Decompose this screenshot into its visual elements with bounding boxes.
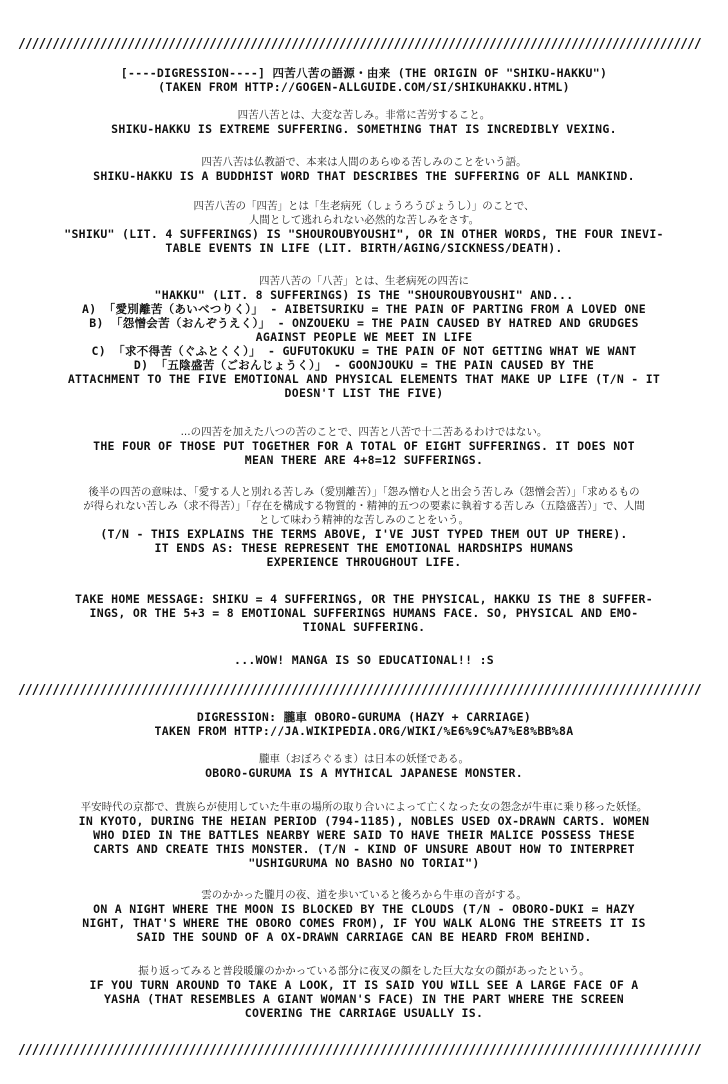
en-line: IF YOU TURN AROUND TO TAKE A LOOK, IT IS SAID YOU WILL SEE A LARGE FACE OF A xyxy=(89,978,639,992)
item-b-cont: AGAINST PEOPLE WE MEET IN LIFE xyxy=(255,330,473,344)
section1-header xyxy=(20,66,708,94)
section1-paragraph-6 xyxy=(20,485,708,569)
section1-paragraph-1 xyxy=(20,108,708,136)
item-d: D) 「五陰盛苦（ごおんじょうく）」 - GOONJOUKU = THE PAIN CAUSED BY THE xyxy=(133,358,595,372)
jp-text: 四苦八苦とは、大変な苦しみ。非常に苦労すること。 xyxy=(237,109,491,121)
jp-line: 四苦八苦の「四苦」とは「生老病死（しょうろうびょうし）」のことで、 xyxy=(193,200,535,212)
en-line: THE FOUR OF THOSE PUT TOGETHER FOR A TOTAL OF EIGHT SUFFERINGS. IT DOES NOT xyxy=(93,439,635,453)
en-line: ON A NIGHT WHERE THE MOON IS BLOCKED BY THE CLOUDS (T/N - OBORO-DUKI = HAZY xyxy=(93,902,635,916)
divider-middle: //////////////////////////////////////////////////////////////////////////////////////////////////// xyxy=(18,684,701,698)
item-a: A) 「愛別離苦（あいべつりく）」 - AIBETSURIKU = THE PAIN OF PARTING FROM A LOVED ONE xyxy=(82,302,646,316)
jp-text: ...の四苦を加えた八つの苦のことで、四苦と八苦で十二苦あるわけではない。 xyxy=(180,426,548,438)
en-line: CARTS AND CREATE THIS MONSTER. (T/N - KIND OF UNSURE ABOUT HOW TO INTERPRET xyxy=(93,842,635,856)
item-c: C) 「求不得苦（ぐふとくく）」 - GUFUTOKUKU = THE PAIN OF NOT GETTING WHAT WE WANT xyxy=(91,344,637,358)
section1-closing xyxy=(20,653,708,667)
en-line: COVERING THE CARRIAGE USUALLY IS. xyxy=(244,1006,484,1020)
section2-header xyxy=(20,710,708,738)
en-line: EXPERIENCE THROUGHOUT LIFE. xyxy=(266,555,462,569)
en-line: "HAKKU" (LIT. 8 SUFFERINGS) IS THE "SHOUROUBYOUSHI" AND... xyxy=(154,288,574,302)
en-line: WHO DIED IN THE BATTLES NEARBY WERE SAID TO HAVE THEIR MALICE POSSESS THESE xyxy=(93,828,635,842)
jp-line: が得られない苦しみ（求不得苦）」「存在を構成する物質的・精神的五つの要素に執着する苦しみ（五陰盛苦）」で、人間 xyxy=(83,500,645,512)
jp-line: 後半の四苦の意味は、「愛する人と別れる苦しみ（愛別離苦）」「怨み憎む人と出会う苦しみ（怨憎会苦）」「求めるもの xyxy=(88,486,640,498)
section1-paragraph-3 xyxy=(20,199,708,255)
section2-paragraph-3 xyxy=(20,888,708,944)
jp-text: 四苦八苦は仏教語で、本来は人間のあらゆる苦しみのことをいう語。 xyxy=(201,156,527,168)
en-line: SAID THE SOUND OF A OX-DRAWN CARRIAGE CAN BE HEARD FROM BEHIND. xyxy=(136,930,592,944)
en-line: MEAN THERE ARE 4+8=12 SUFFERINGS. xyxy=(244,453,484,467)
item-d-cont: ATTACHMENT TO THE FIVE EMOTIONAL AND PHYSICAL ELEMENTS THAT MAKE UP LIFE (T/N - IT xyxy=(67,372,661,386)
en-line: TIONAL SUFFERING. xyxy=(302,620,426,634)
section1-take-home xyxy=(20,592,708,634)
en-text: SHIKU-HAKKU IS A BUDDHIST WORD THAT DESCRIBES THE SUFFERING OF ALL MANKIND. xyxy=(93,169,635,183)
en-line: (T/N - THIS EXPLAINS THE TERMS ABOVE, I'VE JUST TYPED THEM OUT UP THERE). xyxy=(100,527,628,541)
section2-source: TAKEN FROM HTTP://JA.WIKIPEDIA.ORG/WIKI/%E6%9C%A7%E8%BB%8A xyxy=(154,724,574,738)
en-line: NIGHT, THAT'S WHERE THE OBORO COMES FROM), IF YOU WALK ALONG THE STREETS IT IS xyxy=(82,916,646,930)
section1-source: (TAKEN FROM HTTP://GOGEN-ALLGUIDE.COM/SI/SHIKUHAKKU.HTML) xyxy=(158,80,570,94)
section1-paragraph-4 xyxy=(20,274,708,400)
section2-title: DIGRESSION: 朧車 OBORO-GURUMA (HAZY + CARRIAGE) xyxy=(196,710,532,724)
en-line: TABLE EVENTS IN LIFE (LIT. BIRTH/AGING/SICKNESS/DEATH). xyxy=(165,241,563,255)
jp-text: 平安時代の京都で、貴族らが使用していた牛車の場所の取り合いによって亡くなった女の怨念が牛車に乗り移った妖怪。 xyxy=(80,801,648,813)
jp-line: 人間として逃れられない必然的な苦しみをさす。 xyxy=(248,214,480,226)
section1-paragraph-5 xyxy=(20,425,708,467)
en-line: TAKE HOME MESSAGE: SHIKU = 4 SUFFERINGS, OR THE PHYSICAL, HAKKU IS THE 8 SUFFER- xyxy=(75,592,653,606)
en-text: SHIKU-HAKKU IS EXTREME SUFFERING. SOMETHING THAT IS INCREDIBLY VEXING. xyxy=(111,122,617,136)
en-line: INGS, OR THE 5+3 = 8 EMOTIONAL SUFFERINGS HUMANS FACE. SO, PHYSICAL AND EMO- xyxy=(89,606,639,620)
en-text: OBORO-GURUMA IS A MYTHICAL JAPANESE MONSTER. xyxy=(205,766,523,780)
item-b: B) 「怨憎会苦（おんぞうえく）」 - ONZOUEKU = THE PAIN CAUSED BY HATRED AND GRUDGES xyxy=(89,316,639,330)
jp-line: として味わう精神的な苦しみのことをいう。 xyxy=(259,514,469,526)
en-text: ...WOW! MANGA IS SO EDUCATIONAL!! :S xyxy=(233,653,495,667)
jp-text: 振り返ってみると普段暖簾のかかっている部分に夜叉の顔をした巨大な女の顔があったという。 xyxy=(138,965,590,977)
section2-paragraph-1 xyxy=(20,752,708,780)
section2-paragraph-2 xyxy=(20,800,708,870)
en-line: "SHIKU" (LIT. 4 SUFFERINGS) IS "SHOUROUBYOUSHI", OR IN OTHER WORDS, THE FOUR INEVI- xyxy=(64,227,664,241)
en-line: IT ENDS AS: THESE REPRESENT THE EMOTIONAL HARDSHIPS HUMANS xyxy=(154,541,574,555)
divider-bottom: //////////////////////////////////////////////////////////////////////////////////////////////////// xyxy=(18,1044,701,1058)
en-line: IN KYOTO, DURING THE HEIAN PERIOD (794-1185), NOBLES USED OX-DRAWN CARTS. WOMEN xyxy=(78,814,650,828)
section2-paragraph-4 xyxy=(20,964,708,1020)
section1-title: [----DIGRESSION----] 四苦八苦の語源・由来 (THE ORIGIN OF "SHIKU-HAKKU") xyxy=(120,66,608,80)
en-line: YASHA (THAT RESEMBLES A GIANT WOMAN'S FACE) IN THE PART WHERE THE SCREEN xyxy=(103,992,625,1006)
en-line: "USHIGURUMA NO BASHO NO TORIAI") xyxy=(248,856,480,870)
jp-text: 四苦八苦の「八苦」とは、生老病死の四苦に xyxy=(259,275,469,287)
section1-paragraph-2 xyxy=(20,155,708,183)
item-d-cont: DOESN'T LIST THE FIVE) xyxy=(284,386,444,400)
jp-text: 朧車（おぼろぐるま）は日本の妖怪である。 xyxy=(259,753,469,765)
jp-text: 雲のかかった朧月の夜、道を歩いていると後ろから牛車の音がする。 xyxy=(201,889,527,901)
divider-top: //////////////////////////////////////////////////////////////////////////////////////////////////// xyxy=(18,38,701,52)
